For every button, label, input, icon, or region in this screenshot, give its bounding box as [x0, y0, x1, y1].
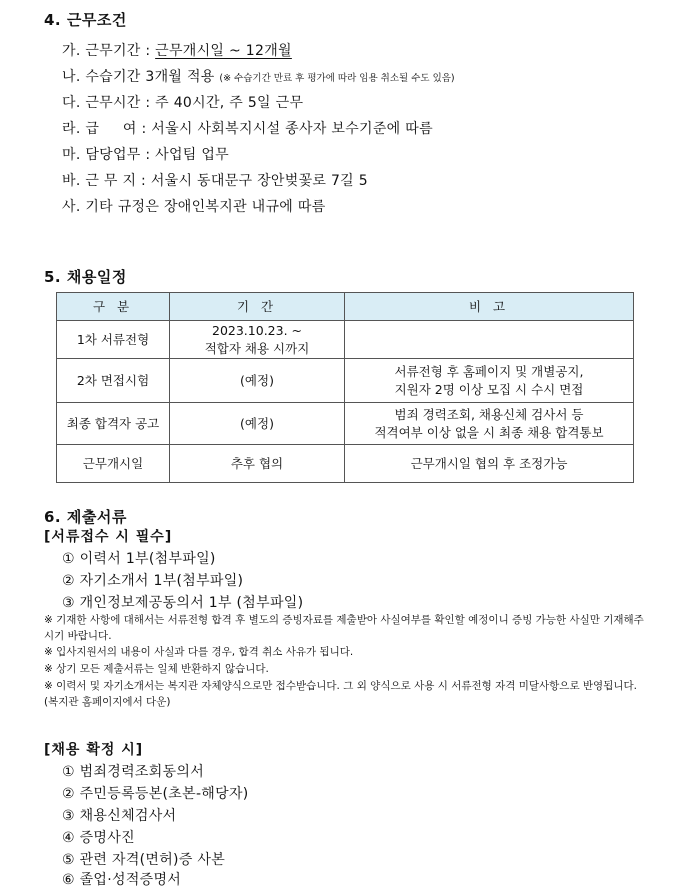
- note-no-return: ※ 상기 모든 제출서류는 일체 반환하지 않습니다.: [44, 663, 269, 675]
- table-cell: 2차 면접시험: [57, 359, 170, 403]
- list-item: ⑤ 관련 자격(면허)증 사본: [62, 852, 226, 868]
- probation-label: 나. 수습기간 3개월 적용: [62, 69, 220, 85]
- cell-line: 서류전형 후 홈페이지 및 개별공지,: [394, 363, 584, 379]
- section6-heading: 6. 제출서류: [44, 508, 127, 526]
- work-period-line: [62, 40, 292, 60]
- table-cell: 최종 합격자 공고: [57, 403, 170, 445]
- table-cell: [170, 321, 345, 359]
- header-period: 기 간: [170, 293, 345, 321]
- cell-line: 2023.10.23. ~: [212, 322, 302, 338]
- table-cell: 추후 협의: [170, 445, 345, 483]
- table-row: [57, 445, 634, 483]
- table-cell: (예정): [170, 359, 345, 403]
- table-cell: [345, 403, 634, 445]
- list-item: ④ 증명사진: [62, 830, 135, 846]
- cell-line: 범죄 경력조회, 채용신체 검사서 등: [394, 406, 584, 422]
- work-hours-value: 주 40시간, 주 5일 근무: [155, 95, 304, 111]
- table-cell: 1차 서류전형: [57, 321, 170, 359]
- note-false-info: ※ 입사지원서의 내용이 사실과 다를 경우, 합격 취소 사유가 됩니다.: [44, 646, 354, 658]
- duty-label: 마. 담당업무 :: [62, 147, 156, 163]
- workplace-value: 서울시 동대문구 장안벚꽃로 7길 5: [150, 173, 368, 189]
- table-header-row: [57, 293, 634, 321]
- table-cell: 근무개시일: [57, 445, 170, 483]
- list-item: ② 주민등록등본(초본-해당자): [62, 786, 249, 802]
- other-rules-value: 기타 규정은 장애인복지관 내규에 따름: [85, 199, 326, 215]
- table-cell: [345, 359, 634, 403]
- other-rules-line: [62, 196, 326, 216]
- list-item: ① 범죄경력조회동의서: [62, 764, 205, 780]
- probation-line: [62, 66, 455, 86]
- list-item: ③ 개인정보제공동의서 1부 (첨부파일): [62, 595, 304, 611]
- cell-line: 적격여부 이상 없을 시 최종 채용 합격통보: [374, 424, 604, 440]
- work-hours-label: 다. 근무시간 :: [62, 95, 156, 111]
- section5-heading: 5. 채용일정: [44, 268, 127, 286]
- workplace-label: 바. 근 무 지 :: [62, 173, 151, 189]
- note-own-form: ※ 이력서 및 자기소개서는 복지관 자체양식으로만 접수받습니다. 그 외 양식으로 사용 시 서류전형 자격 미달사항으로 반영됩니다. (복지관 홈페이지에서 다운): [44, 680, 637, 708]
- list-item: ① 이력서 1부(첨부파일): [62, 551, 216, 567]
- work-period-label: 가. 근무기간 :: [62, 43, 156, 59]
- probation-note: (※ 수습기간 만료 후 평가에 따라 임용 취소될 수도 있음): [219, 73, 455, 84]
- duty-line: [62, 144, 229, 164]
- table-row: [57, 359, 634, 403]
- table-cell: (예정): [170, 403, 345, 445]
- other-rules-label: 사.: [62, 199, 86, 215]
- note-evidence: ※ 기재한 사항에 대해서는 서류전형 합격 후 별도의 증빙자료를 제출받아 사실여부를 확인할 예정이니 증빙 가능한 사실만 기재해주시기 바랍니다.: [44, 614, 644, 642]
- required-docs-title: [서류접수 시 필수]: [44, 529, 173, 545]
- list-item: ② 자기소개서 1부(첨부파일): [62, 573, 244, 589]
- schedule-table: [56, 292, 634, 483]
- work-hours-line: [62, 92, 303, 112]
- cell-line: 적합자 채용 시까지: [204, 340, 310, 356]
- salary-label: 라. 급 여 :: [62, 121, 152, 137]
- duty-value: 사업팀 업무: [155, 147, 230, 163]
- table-row: [57, 321, 634, 359]
- salary-value: 서울시 사회복지시설 종사자 보수기준에 따름: [151, 121, 433, 137]
- table-cell: 근무개시일 협의 후 조정가능: [345, 445, 634, 483]
- list-item: ⑥ 졸업·성적증명서: [62, 872, 182, 888]
- workplace-line: [62, 170, 368, 190]
- header-remarks: 비 고: [345, 293, 634, 321]
- cell-line: 지원자 2명 이상 모집 시 수시 면접: [394, 381, 584, 397]
- section4-heading: 4. 근무조건: [44, 11, 127, 29]
- confirm-docs-title: [채용 확정 시]: [44, 742, 144, 758]
- table-cell: [345, 321, 634, 359]
- list-item: ③ 채용신체검사서: [62, 808, 177, 824]
- salary-line: [62, 118, 433, 138]
- header-category: 구 분: [57, 293, 170, 321]
- table-row: [57, 403, 634, 445]
- work-period-value: 근무개시일 ~ 12개월: [155, 43, 292, 59]
